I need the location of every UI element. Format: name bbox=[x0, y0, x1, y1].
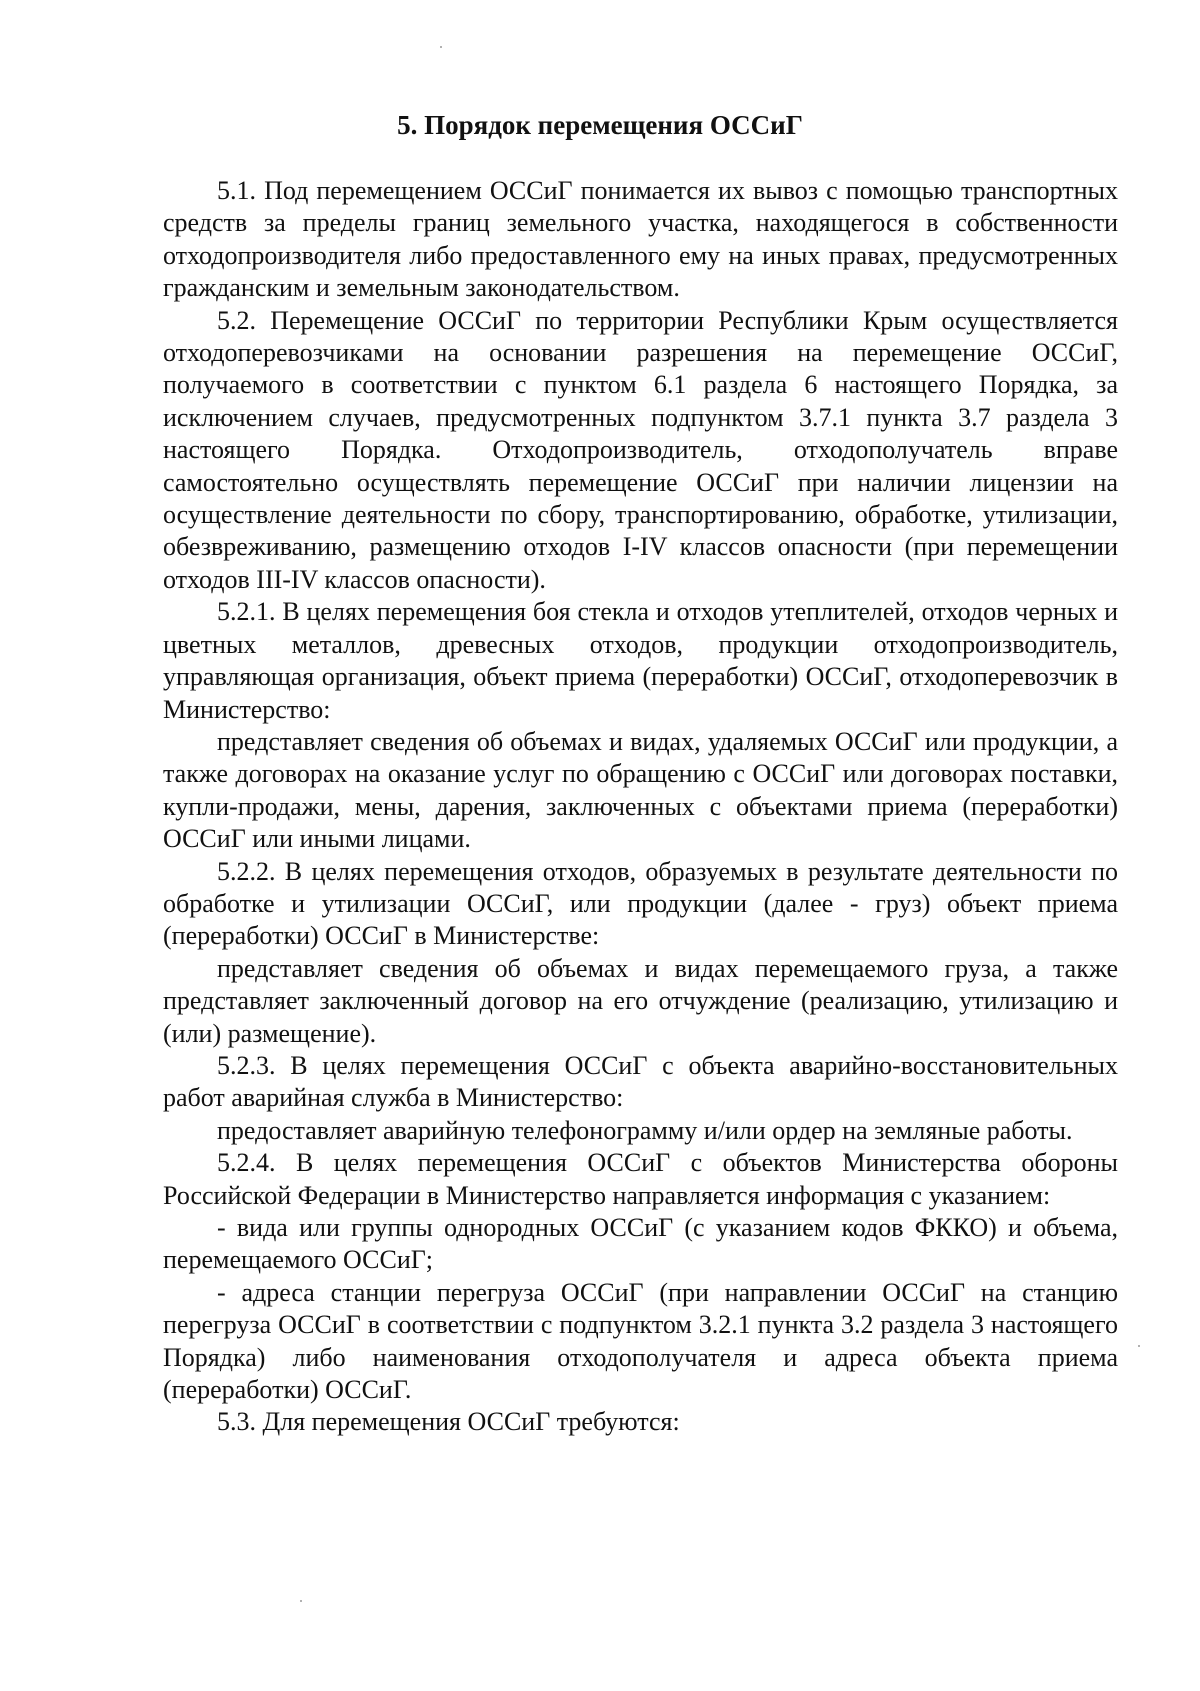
document-body bbox=[163, 175, 1118, 1439]
section-heading: 5. Порядок перемещения ОССиГ bbox=[397, 110, 803, 140]
paragraph-5-1: 5.1. Под перемещением ОССиГ понимается их вывоз с помощью транспортных средств за пределы границ земельного участка, находящегося в собственности отходопроизводителя либо предоставленного ему на иных правах, предусмотренных гражданским и земельным законодательством. bbox=[163, 176, 1118, 303]
list-item-waste-type: - вида или группы однородных ОССиГ (с указанием кодов ФККО) и объема, перемещаемого ОССиГ; bbox=[163, 1213, 1118, 1275]
paragraph-5-2: 5.2. Перемещение ОССиГ по территории Республики Крым осуществляется отходоперевозчиками на основании разрешения на перемещение ОССиГ, получаемого в соответствии с пунктом 6.1 раздела 6 настоящего Порядка, за исключением случаев, предусмотренных подпунктом 3.7.1 пункта 3.7 раздела 3 настоящего Порядка. Отходопроизводитель, отходополучатель вправе самостоятельно осуществлять перемещение ОССиГ при наличии лицензии на осуществление деятельности по сбору, транспортированию, обработке, утилизации, обезвреживанию, размещению отходов I-IV классов опасности (при перемещении отходов III-IV классов опасности). bbox=[163, 305, 1118, 594]
list-item-station-address: - адреса станции перегруза ОССиГ (при направлении ОССиГ на станцию перегруза ОССиГ в соответствии с подпунктом 3.2.1 пункта 3.2 раздела 3 настоящего Порядка) либо наименования отходополучателя и адреса объекта приема (переработки) ОССиГ. bbox=[163, 1277, 1118, 1405]
scan-speck bbox=[440, 46, 442, 48]
paragraph-5-2-3-details: предоставляет аварийную телефонограмму и/или ордер на земляные работы. bbox=[217, 1115, 1073, 1145]
paragraph-5-2-3: 5.2.3. В целях перемещения ОССиГ с объекта аварийно-восстановительных работ аварийная служба в Министерство: bbox=[163, 1050, 1118, 1113]
paragraph-5-2-1-details: представляет сведения об объемах и видах, удаляемых ОССиГ или продукции, а также договорах на оказание услуг по обращению с ОССиГ или договорах поставки, купли-продажи, мены, дарения, заключенных с объектами приема (переработки) ОССиГ или иными лицами. bbox=[163, 726, 1118, 854]
paragraph-5-2-2-details: представляет сведения об объемах и видах перемещаемого груза, а также представляет заключенный договор на его отчуждение (реализацию, утилизацию и (или) размещение). bbox=[163, 953, 1118, 1048]
paragraph-5-2-4: 5.2.4. В целях перемещения ОССиГ с объектов Министерства обороны Российской Федерации в Министерство направляется информация с указанием: bbox=[163, 1148, 1118, 1210]
scan-speck bbox=[1138, 1345, 1140, 1347]
scan-speck bbox=[300, 1600, 302, 1602]
paragraph-5-2-2: 5.2.2. В целях перемещения отходов, образуемых в результате деятельности по обработке и утилизации ОССиГ, или продукции (далее - груз) объект приема (переработки) ОССиГ в Министерстве: bbox=[163, 856, 1118, 951]
paragraph-5-3: 5.3. Для перемещения ОССиГ требуются: bbox=[217, 1407, 680, 1437]
paragraph-5-2-1: 5.2.1. В целях перемещения боя стекла и отходов утеплителей, отходов черных и цветных металлов, древесных отходов, продукции отходопроизводитель, управляющая организация, объект приема (переработки) ОССиГ, отходоперевозчик в Министерство: bbox=[163, 597, 1118, 724]
